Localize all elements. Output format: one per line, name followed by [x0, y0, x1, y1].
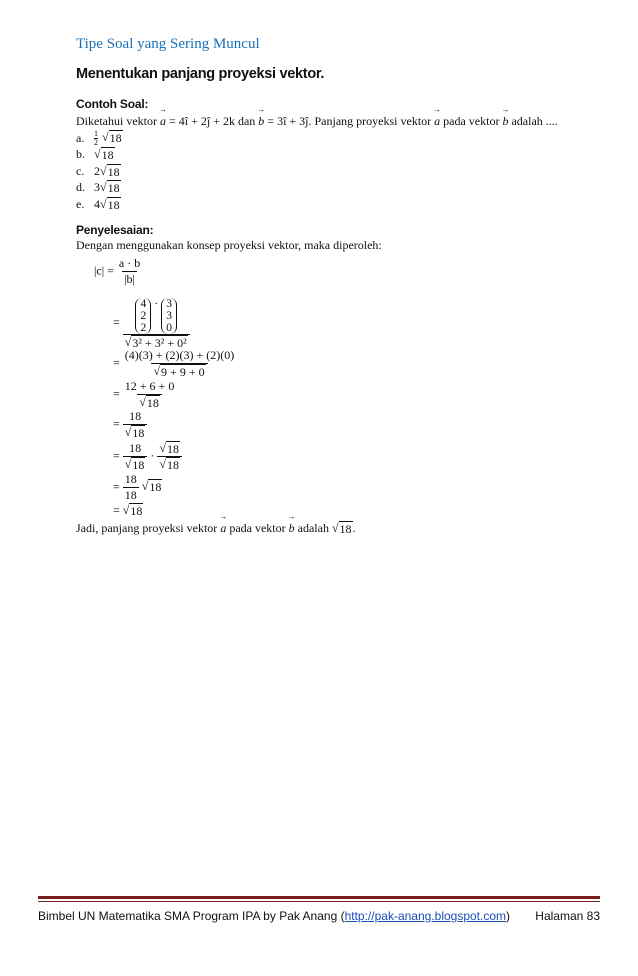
topic-heading: Menentukan panjang proyeksi vektor. [76, 66, 325, 82]
option-letter: a. [76, 130, 85, 145]
fraction: $\frac{18}{18}$ [124, 472, 137, 502]
vector-a: → a [220, 521, 226, 536]
vector-b: → b [502, 114, 508, 129]
vector-b: → b [258, 114, 264, 129]
step-1: |c| = $\frac{a \cdot b}{|b|}$ [94, 256, 141, 286]
options-list [76, 130, 123, 213]
step-7: = $\frac{18}{18}$ √ 18 [113, 472, 162, 502]
fraction: 18 √ 18 [123, 409, 148, 440]
question-text [76, 114, 558, 129]
fraction: $\frac{a \cdot b}{|b|}$ [118, 256, 141, 286]
option-e: e. 4 √ 18 [76, 196, 120, 212]
sqrt: √ 18 [94, 147, 114, 163]
vector-b-expr: = 3î + 3ĵ [264, 114, 309, 128]
vector-a-expr: = 4î + 2ĵ + 2k [165, 114, 235, 128]
vector-a: → a [434, 114, 440, 129]
step-8: = √ 18 [113, 503, 143, 518]
question-on: pada vektor [443, 114, 500, 128]
half-fraction: $\frac{1}{2}$ [94, 128, 98, 147]
fraction: 12 + 6 + 0 √ 18 [124, 379, 175, 410]
sqrt: √ 18 [100, 163, 120, 179]
fraction: √ 18 √ 18 [157, 441, 182, 472]
option-a [76, 130, 123, 147]
vector-a-column: 4 2 2 [135, 298, 151, 334]
fraction: (4)(3) + (2)(3) + (2)(0) √ 9 + 9 + 0 [124, 348, 235, 379]
solution-intro: Dengan menggunakan konsep proyeksi vektor, maka diperoleh: [76, 238, 382, 252]
fraction: 4 2 2 · 3 3 0 √ 3² + 3² + 0² [123, 296, 190, 350]
step-4: = 12 + 6 + 0 √ 18 [113, 379, 175, 410]
fraction: 18 √ 18 [123, 441, 148, 472]
question-prefix: Diketahui vektor [76, 114, 157, 128]
step-6: = 18 √ 18 · √ 18 √ 18 [113, 441, 182, 472]
option-letter: d. [76, 180, 85, 195]
footer-credit: Bimbel UN Matematika SMA Program IPA by Pak Anang (http://pak-anang.blogspot.com) [38, 909, 511, 923]
option-letter: c. [76, 163, 85, 178]
vector-b-column: 3 3 0 [161, 298, 177, 334]
sqrt: √ 18 [100, 196, 120, 212]
sqrt: √ 18 [102, 130, 122, 145]
step-2: = 4 2 2 · 3 3 0 √ 3² + 3² + 0² [113, 296, 190, 350]
footer-rule-thin [38, 901, 600, 902]
vector-b: → b [289, 521, 295, 536]
step-3: = (4)(3) + (2)(3) + (2)(0) √ 9 + 9 + 0 [113, 348, 235, 379]
page-number: Halaman 83 [535, 909, 600, 923]
vector-a: → a [160, 114, 166, 129]
question-suffix: adalah .... [511, 114, 558, 128]
option-d: d. 3 √ 18 [76, 180, 120, 196]
question-and: dan [237, 114, 256, 128]
option-b [76, 147, 123, 164]
solution-label: Penyelesaian: [76, 223, 154, 237]
conclusion: Jadi, panjang proyeksi vektor → a pada vektor → b adalah √ 18 . [76, 521, 356, 536]
sqrt: √ 18 [100, 180, 120, 196]
option-c: c. 2 √ 18 [76, 163, 120, 179]
footer-rule [38, 896, 600, 899]
footer-link[interactable]: http://pak-anang.blogspot.com [344, 909, 507, 923]
example-label: Contoh Soal: [76, 97, 149, 111]
option-letter: b. [76, 147, 85, 162]
question-middle: . Panjang proyeksi vektor [308, 114, 432, 128]
section-title: Tipe Soal yang Sering Muncul [76, 36, 260, 52]
option-letter: e. [76, 196, 85, 211]
step-5: = 18 √ 18 [113, 409, 147, 440]
